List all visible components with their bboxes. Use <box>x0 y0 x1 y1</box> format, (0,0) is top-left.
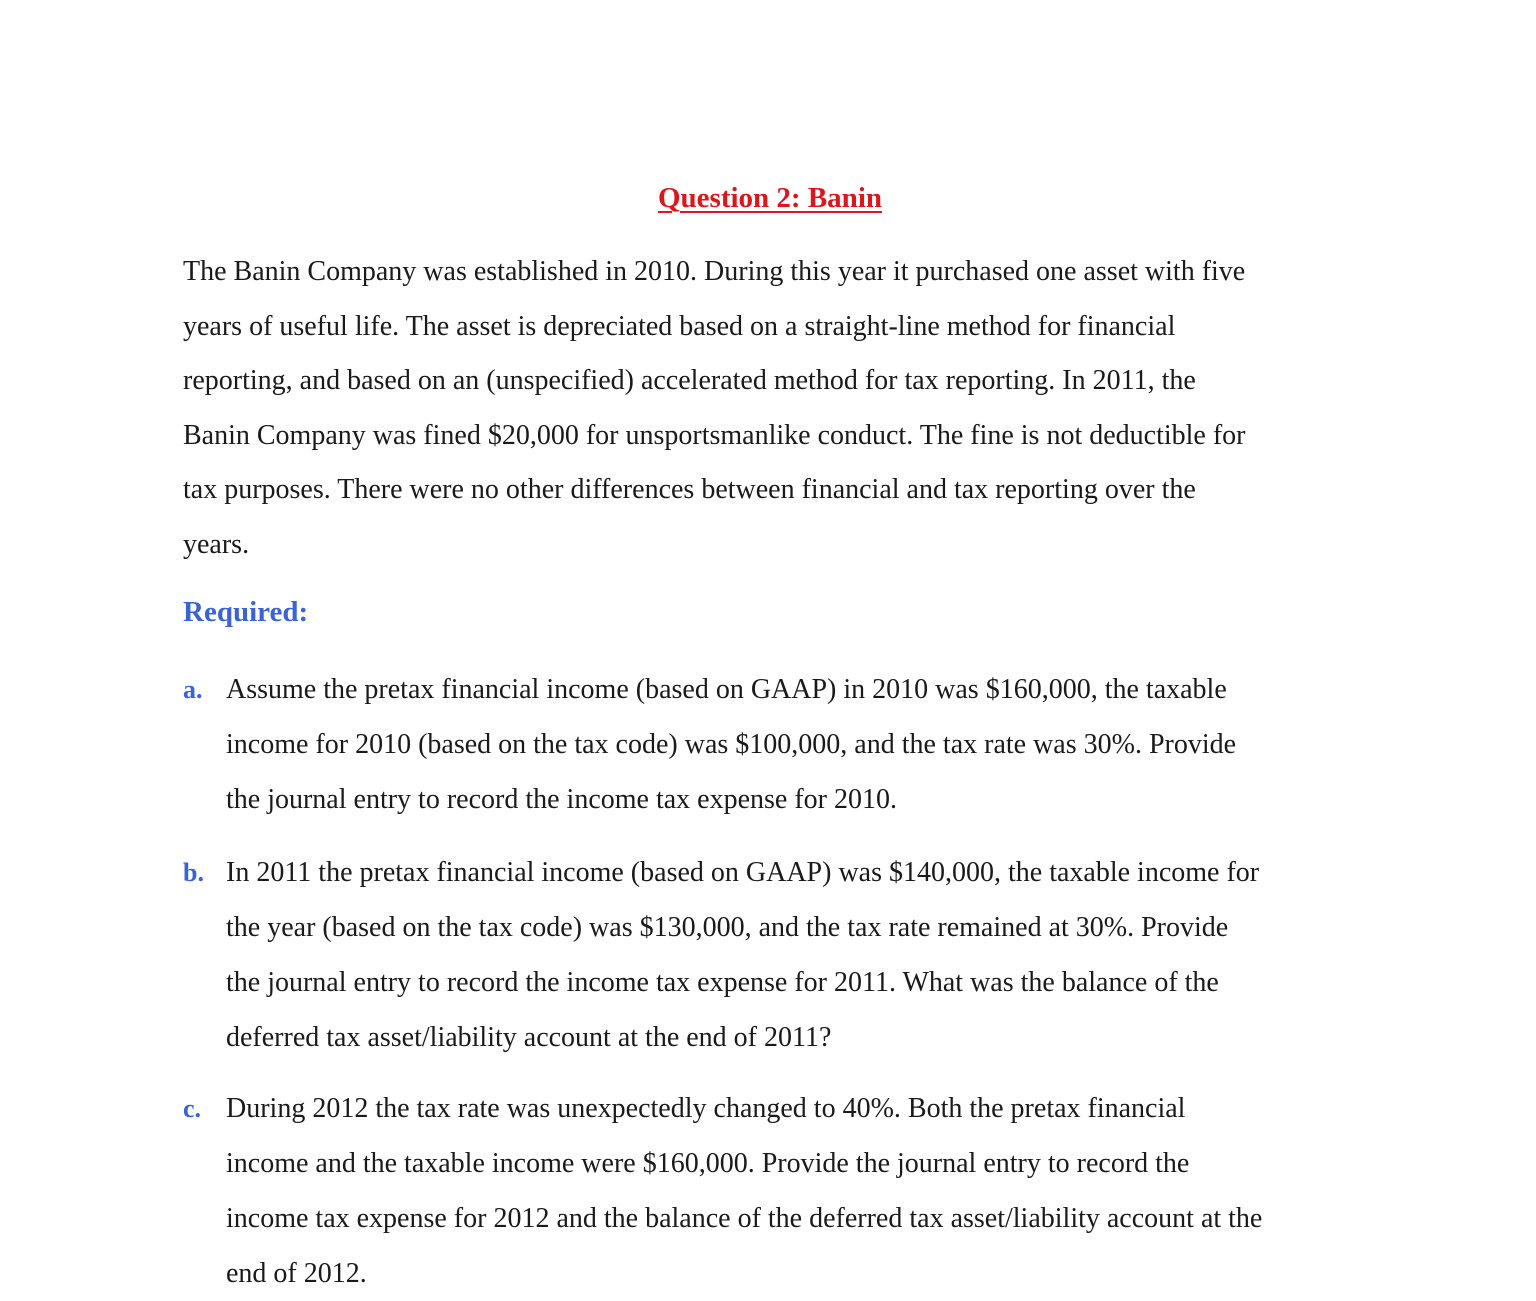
item-line: income for 2010 (based on the tax code) was $100,000, and the tax rate was 30%. Provide <box>226 729 1237 760</box>
intro-paragraph <box>183 245 1363 573</box>
item-line: deferred tax asset/liability account at the end of 2011? <box>226 1022 832 1053</box>
item-line: Assume the pretax financial income (based on GAAP) in 2010 was $160,000, the taxable <box>226 674 1227 705</box>
intro-line: Banin Company was fined $20,000 for unsportsmanlike conduct. The fine is not deductible for <box>183 419 1246 451</box>
item-text <box>226 845 1366 1065</box>
item-letter: a. <box>183 675 203 704</box>
item-line: end of 2012. <box>226 1258 367 1289</box>
item-line: the journal entry to record the income tax expense for 2011. What was the balance of the <box>226 967 1219 998</box>
required-heading: Required: <box>183 596 309 628</box>
item-line: income and the taxable income were $160,000. Provide the journal entry to record the <box>226 1148 1190 1179</box>
item-letter: c. <box>183 1094 202 1123</box>
item-line: the journal entry to record the income tax expense for 2010. <box>226 784 897 815</box>
intro-line: years of useful life. The asset is depreciated based on a straight-line method for financial <box>183 310 1176 342</box>
item-line: income tax expense for 2012 and the balance of the deferred tax asset/liability account at the <box>226 1203 1263 1234</box>
item-text <box>226 1081 1366 1301</box>
item-line: During 2012 the tax rate was unexpectedly changed to 40%. Both the pretax financial <box>226 1093 1186 1124</box>
intro-line: The Banin Company was established in 2010. During this year it purchased one asset with five <box>183 256 1246 287</box>
page-title: Question 2: Banin <box>658 182 882 214</box>
intro-line: years. <box>183 528 250 560</box>
item-line: the year (based on the tax code) was $130,000, and the tax rate remained at 30%. Provide <box>226 912 1229 943</box>
item-letter: b. <box>183 858 204 887</box>
item-text <box>226 662 1366 827</box>
intro-line: reporting, and based on an (unspecified) accelerated method for tax reporting. In 2011, the <box>183 365 1196 397</box>
intro-line: tax purposes. There were no other differences between financial and tax reporting over the <box>183 474 1196 506</box>
item-line: In 2011 the pretax financial income (based on GAAP) was $140,000, the taxable income for <box>226 857 1260 888</box>
